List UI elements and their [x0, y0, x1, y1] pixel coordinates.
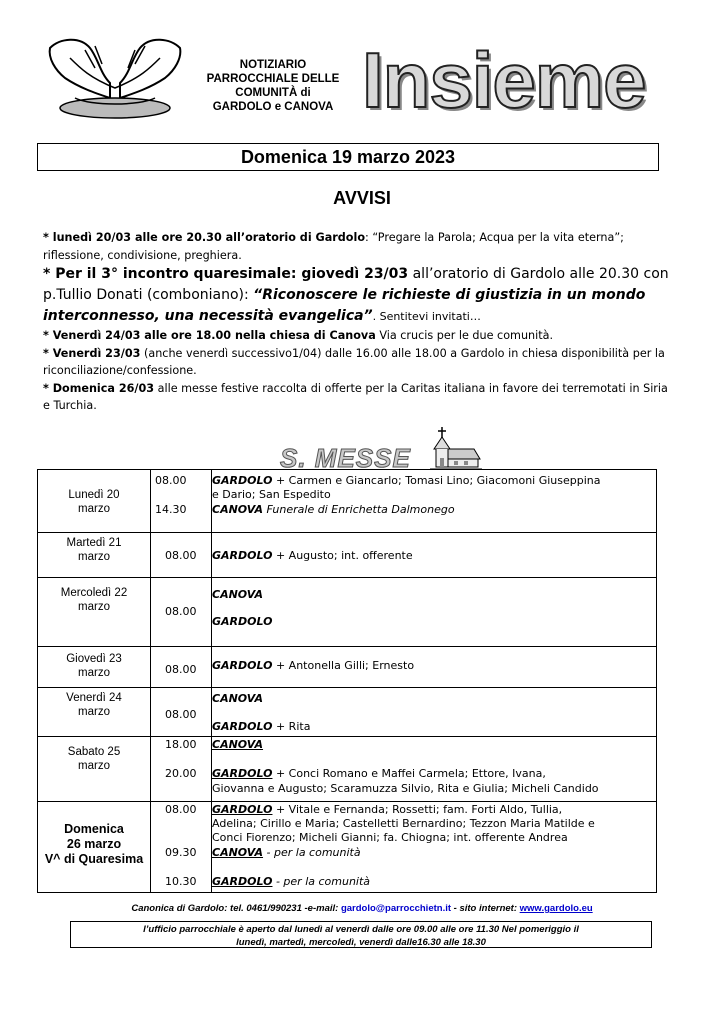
day-label-month: marzo — [78, 601, 110, 613]
notice-5 — [43, 380, 673, 415]
church-icon — [428, 425, 482, 471]
mass-time: 14.30 — [155, 503, 187, 516]
mass-time: 09.30 — [165, 846, 197, 859]
mass-time: 08.00 — [165, 803, 197, 816]
masthead-line-1: NOTIZIARIO — [239, 59, 307, 71]
day-label-month: 26 marzo — [66, 837, 122, 851]
table-row — [38, 688, 657, 737]
mass-time: 08.00 — [165, 708, 197, 721]
notice-4-text: (anche venerdì successivo1/04) dalle 16.00 alle 18.00 a Gardolo in chiesa disponibilità per la riconciliazione/confessione. — [43, 346, 665, 377]
mass-intentions: + Antonella Gilli; Ernesto — [272, 659, 415, 672]
office-hours-line-1: l’ufficio parrocchiale è aperto dal lunedì al venerdì dalle ore 09.00 alle ore 11.30 Nel pomeriggio il — [143, 924, 579, 935]
parish-name: CANOVA — [212, 588, 264, 601]
parish-name: GARDOLO — [212, 615, 273, 628]
day-cell — [38, 470, 151, 533]
mass-time: 08.00 — [155, 474, 187, 487]
website-link[interactable]: www.gardolo.eu — [519, 903, 593, 914]
masthead-line-2: PARROCCHIALE DELLE — [206, 73, 340, 85]
contact-prefix: Canonica di Gardolo: tel. 0461/990231 -e-mail: — [131, 903, 341, 914]
info-cell — [212, 688, 657, 737]
time-cell — [151, 533, 212, 578]
parish-name: GARDOLO — [212, 875, 273, 888]
parish-name: CANOVA — [212, 503, 264, 516]
table-row — [38, 578, 657, 647]
office-hours-line-2: lunedì, martedì, mercoledì, venerdì dalle16.30 alle 18.30 — [236, 937, 486, 948]
table-row — [38, 470, 657, 533]
day-label: Martedì 21 — [66, 537, 122, 549]
time-cell — [151, 470, 212, 533]
time-cell — [151, 802, 212, 893]
time-cell — [151, 578, 212, 647]
hands-logo-icon — [40, 28, 190, 128]
info-cell — [212, 470, 657, 533]
mass-time: 18.00 — [165, 738, 197, 751]
mass-intentions: Giovanna e Augusto; Scaramuzza Silvio, Rita e Giulia; Micheli Candido — [212, 782, 599, 795]
time-cell — [151, 688, 212, 737]
day-cell — [38, 647, 151, 688]
contact-mid: - sito internet: — [451, 903, 520, 914]
notice-5-bold: * Domenica 26/03 — [43, 381, 155, 395]
mass-intentions: + Rita — [272, 720, 311, 733]
avvisi-heading: AVVISI — [333, 188, 391, 208]
day-label-month: marzo — [78, 667, 110, 679]
parish-name: CANOVA — [212, 692, 264, 705]
table-row — [38, 647, 657, 688]
messe-heading: S. MESSE — [280, 443, 411, 473]
table-row — [38, 737, 657, 802]
day-cell — [38, 533, 151, 578]
day-label: Lunedì 20 — [68, 489, 120, 501]
parish-name: GARDOLO — [212, 720, 273, 733]
notice-5-text: alle messe festive raccolta di offerte per la Caritas italiana in favore dei terremotati in Siria e Turchia. — [43, 381, 668, 412]
mass-intentions: - per la comunità — [272, 875, 371, 888]
email-link[interactable]: gardolo@parrocchietn.it — [340, 903, 452, 914]
notice-4 — [43, 345, 673, 380]
day-cell — [38, 688, 151, 737]
mass-intentions: Conci Fiorenzo; Micheli Gianni; fa. Chiogna; int. offerente Andrea — [212, 831, 568, 844]
parish-name: GARDOLO — [212, 767, 273, 780]
mass-intentions: + Conci Romano e Maffei Carmela; Ettore, Ivana, — [272, 767, 546, 780]
date-heading: Domenica 19 marzo 2023 — [37, 143, 659, 171]
mass-time: 20.00 — [165, 767, 197, 780]
day-label-month: marzo — [78, 706, 110, 718]
notice-1 — [43, 229, 673, 264]
parish-name: CANOVA — [212, 846, 264, 859]
mass-time: 10.30 — [165, 875, 197, 888]
mass-intentions: - per la comunità — [263, 846, 361, 859]
info-cell — [212, 533, 657, 578]
notice-2-bold: * Per il 3° incontro quaresimale: giovedì 23/03 — [43, 266, 409, 282]
liturgical-day: V^ di Quaresima — [44, 852, 144, 866]
day-label-month: marzo — [78, 503, 110, 515]
day-label-month: marzo — [78, 551, 110, 563]
table-row — [38, 533, 657, 578]
day-cell — [38, 578, 151, 647]
table-row — [38, 802, 657, 893]
mass-intentions: + Carmen e Giancarlo; Tomasi Lino; Giacomoni Giuseppina — [272, 474, 601, 487]
info-cell — [212, 737, 657, 802]
office-hours-box — [70, 921, 652, 948]
notice-2 — [43, 264, 673, 327]
day-cell — [38, 737, 151, 802]
parish-name: GARDOLO — [212, 803, 273, 816]
time-cell — [151, 737, 212, 802]
mass-time: 08.00 — [165, 663, 197, 676]
day-label: Mercoledì 22 — [60, 587, 128, 599]
info-cell — [212, 802, 657, 893]
newsletter-title: Insieme — [362, 36, 646, 124]
info-cell — [212, 647, 657, 688]
mass-intentions: + Augusto; int. offerente — [272, 549, 413, 562]
notice-3-bold: * Venerdì 24/03 alle ore 18.00 nella chiesa di Canova — [43, 329, 376, 342]
mass-intentions: e Dario; San Espedito — [212, 488, 331, 501]
notice-4-bold: * Venerdì 23/03 — [43, 346, 141, 360]
day-label: Giovedì 23 — [66, 653, 122, 665]
contact-line — [0, 903, 724, 914]
mass-time: 08.00 — [165, 605, 197, 618]
notice-1-bold: * lunedì 20/03 alle ore 20.30 all’oratorio di Gardolo — [43, 231, 366, 244]
day-label: Venerdì 24 — [66, 692, 122, 704]
day-label: Domenica — [64, 822, 124, 836]
time-cell — [151, 647, 212, 688]
parish-name: GARDOLO — [212, 474, 273, 487]
day-label: Sabato 25 — [67, 746, 121, 758]
masses-table — [37, 469, 657, 893]
day-label-month: marzo — [78, 760, 110, 772]
mass-time: 08.00 — [165, 549, 197, 562]
masthead-line-4: GARDOLO e CANOVA — [212, 101, 334, 113]
notice-3 — [43, 327, 673, 345]
notice-2-text: all’oratorio di Gardolo alle 20.30 con p.Tullio Donati (comboniano): — [43, 266, 669, 303]
notice-1-text: : “Pregare la Parola; Acqua per la vita eterna”; riflessione, condivisione, preghiera. — [43, 231, 624, 262]
masthead — [198, 58, 348, 114]
masthead-line-3: COMUNITÀ di — [235, 87, 311, 99]
parish-name: GARDOLO — [212, 659, 273, 672]
parish-name: CANOVA — [212, 738, 264, 751]
notice-3-text: Via crucis per le due comunità. — [375, 329, 554, 342]
mass-intentions: Funerale di Enrichetta Dalmonego — [263, 503, 455, 516]
info-cell — [212, 578, 657, 647]
day-cell — [38, 802, 151, 893]
notice-2-title: “Riconoscere le richieste di giustizia in un mondo interconnesso, una necessità evangelica” — [43, 287, 646, 324]
mass-intentions: Adelina; Cirillo e Maria; Castelletti Bernardino; Tezzon Maria Matilde e — [212, 817, 595, 830]
parish-name: GARDOLO — [212, 549, 273, 562]
mass-intentions: + Vitale e Fernanda; Rossetti; fam. Forti Aldo, Tullia, — [272, 803, 563, 816]
notice-2-tail: . Sentitevi invitati… — [372, 310, 481, 323]
notices — [43, 229, 673, 415]
